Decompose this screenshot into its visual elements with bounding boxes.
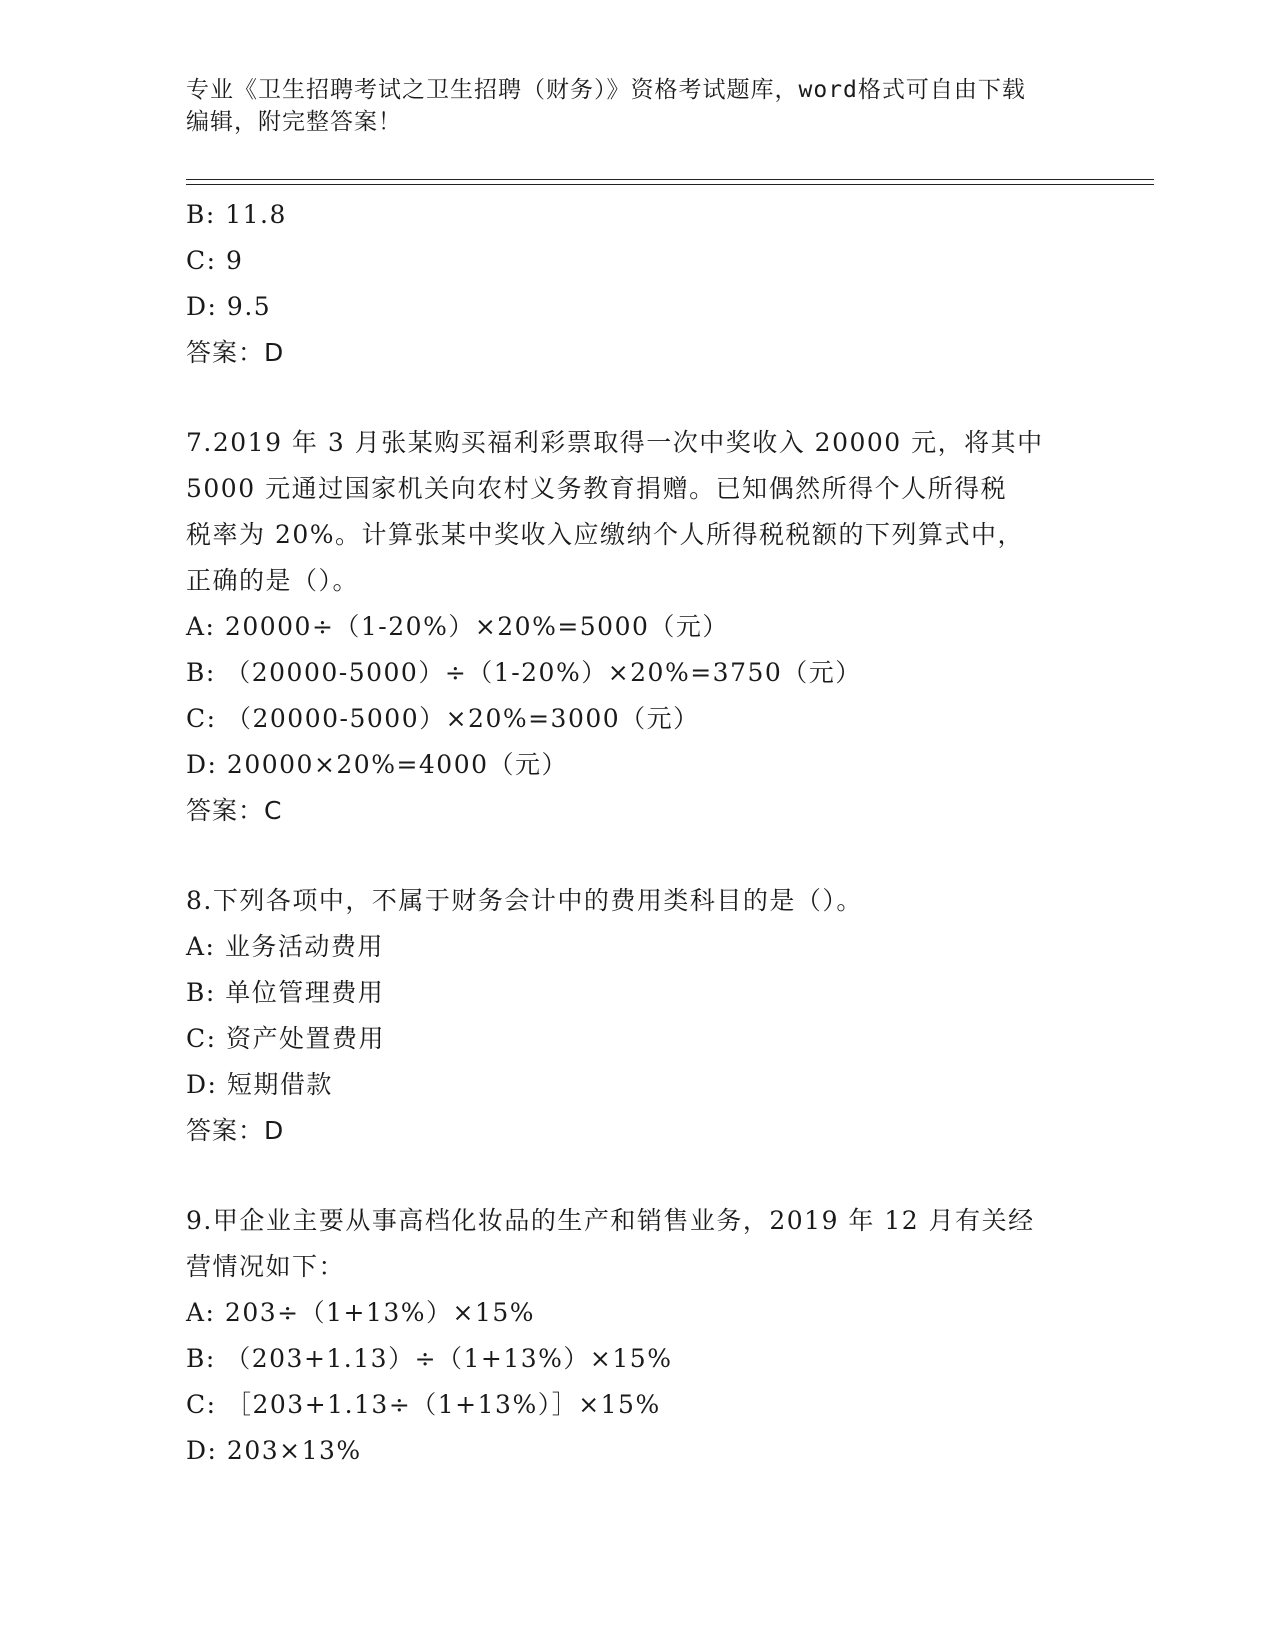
option-c: C: （20000-5000）×20%=3000（元）	[186, 704, 700, 733]
option-b: B: （20000-5000）÷（1-20%）×20%=3750（元）	[186, 658, 862, 687]
answer-line: 答案：C	[186, 796, 283, 825]
option-d: D: 短期借款	[186, 1070, 333, 1099]
spacer	[186, 1154, 1086, 1198]
question-7	[186, 420, 1086, 834]
header-line-2: 编辑，附完整答案！	[186, 109, 402, 135]
question-text-line: 5000 元通过国家机关向农村义务教育捐赠。已知偶然所得个人所得税	[186, 474, 1008, 503]
question-text-line: 9.甲企业主要从事高档化妆品的生产和销售业务，2019 年 12 月有关经	[186, 1206, 1035, 1235]
option-d: D: 203×13%	[186, 1436, 362, 1465]
question-text-line: 8.下列各项中，不属于财务会计中的费用类科目的是（）。	[186, 886, 863, 915]
option-d: D: 20000×20%=4000（元）	[186, 750, 569, 779]
answer-line: 答案：D	[186, 338, 285, 367]
spacer	[186, 834, 1086, 878]
question-8	[186, 878, 1086, 1154]
question-text-line: 税率为 20%。计算张某中奖收入应缴纳个人所得税税额的下列算式中，	[186, 520, 1025, 549]
question-content	[186, 192, 1086, 1474]
option-b: B: 单位管理费用	[186, 978, 385, 1007]
question-text-line: 7.2019 年 3 月张某购买福利彩票取得一次中奖收入 20000 元，将其中	[186, 428, 1044, 457]
answer-line: 答案：D	[186, 1116, 285, 1145]
option-b: B: （203+1.13）÷（1+13%）×15%	[186, 1344, 673, 1373]
question-9	[186, 1198, 1086, 1474]
option-a: A: 203÷（1+13%）×15%	[186, 1298, 536, 1327]
header-rule-bottom	[186, 184, 1154, 185]
spacer	[186, 376, 1086, 420]
header-line-1: 专业《卫生招聘考试之卫生招聘（财务）》资格考试题库，word格式可自由下载	[186, 77, 1026, 103]
option-c: C: 9	[186, 246, 244, 275]
option-c: C: 资产处置费用	[186, 1024, 385, 1053]
option-a: A: 20000÷（1-20%）×20%=5000（元）	[186, 612, 729, 641]
option-d: D: 9.5	[186, 292, 272, 321]
question-6-tail	[186, 192, 1086, 376]
option-a: A: 业务活动费用	[186, 932, 384, 961]
question-text-line: 营情况如下：	[186, 1252, 346, 1281]
header-rule-top	[186, 179, 1154, 180]
question-text-line: 正确的是（）。	[186, 566, 360, 595]
page-header	[186, 74, 1086, 138]
option-b: B: 11.8	[186, 200, 287, 229]
option-c: C: ［203+1.13÷（1+13%）］×15%	[186, 1390, 661, 1419]
